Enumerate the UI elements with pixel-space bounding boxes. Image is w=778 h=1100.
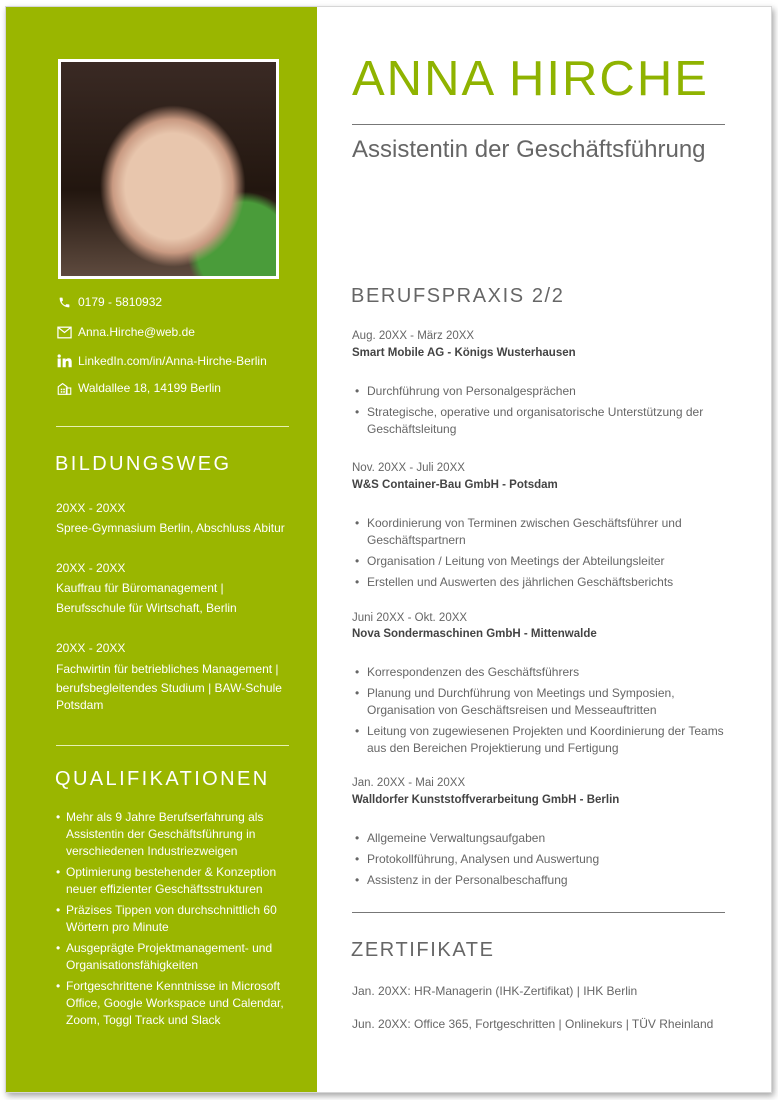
job-period: Jan. 20XX - Mai 20XX xyxy=(352,777,466,789)
contact-phone xyxy=(56,294,162,310)
education-line: Fachwirtin für betriebliches Management | xyxy=(56,662,279,676)
job-task-list xyxy=(352,515,732,595)
job-task-list xyxy=(352,383,732,442)
education-heading: BILDUNGSWEG xyxy=(55,453,232,475)
resume-page xyxy=(5,6,772,1093)
building-icon xyxy=(56,380,72,396)
cert-divider xyxy=(352,912,725,913)
qualification-item: • Ausgeprägte Projektmanagement- und Organisationsfähigkeiten xyxy=(56,940,306,974)
certificate-item: Jan. 20XX: HR-Managerin (IHK-Zertifikat) | IHK Berlin xyxy=(352,984,638,998)
qualification-item: • Präzises Tippen von durchschnittlich 60 Wörtern pro Minute xyxy=(56,902,306,936)
job-task: • Strategische, operative und organisatorische Unterstützung der Geschäftsleitung xyxy=(352,404,732,438)
job-task-list xyxy=(352,830,732,893)
job-task: • Erstellen und Auswerten des jährlichen Geschäftsberichts xyxy=(352,574,732,591)
profile-photo xyxy=(58,59,279,279)
qualification-item: • Optimierung bestehender & Konzeption neuer effizienter Geschäftsstrukturen xyxy=(56,864,306,898)
education-period: 20XX - 20XX xyxy=(56,501,126,515)
linkedin-icon xyxy=(56,353,72,369)
main-content xyxy=(317,7,771,1092)
job-task: • Leitung von zugewiesenen Projekten und Koordinierung der Teams aus den Bereichen Projektierung und Fertigung xyxy=(352,723,732,757)
job-company: W&S Container-Bau GmbH - Potsdam xyxy=(352,479,558,491)
qualification-item: • Mehr als 9 Jahre Berufserfahrung als Assistentin der Geschäftsführung in verschiedenen Industriezweigen xyxy=(56,809,306,860)
education-period: 20XX - 20XX xyxy=(56,641,126,655)
experience-heading: BERUFSPRAXIS 2/2 xyxy=(351,285,565,307)
job-task: • Koordinierung von Terminen zwischen Geschäftsführer und Geschäftspartnern xyxy=(352,515,732,549)
job-period: Juni 20XX - Okt. 20XX xyxy=(352,612,468,624)
email-link[interactable]: Anna.Hirche@web.de xyxy=(78,325,195,339)
job-task: • Planung und Durchführung von Meetings und Symposien, Organisation von Geschäftsreisen und Messeauftritten xyxy=(352,685,732,719)
job-task: • Assistenz in der Personalbeschaffung xyxy=(352,872,732,889)
address-text: Waldallee 18, 14199 Berlin xyxy=(78,381,221,395)
sidebar-divider xyxy=(56,745,289,746)
education-line: Berufsschule für Wirtschaft, Berlin xyxy=(56,601,237,615)
email-icon xyxy=(56,324,72,340)
job-period: Aug. 20XX - März 20XX xyxy=(352,330,475,342)
qualifications-heading: QUALIFIKATIONEN xyxy=(55,768,270,790)
job-task: • Protokollführung, Analysen und Auswertung xyxy=(352,851,732,868)
job-task: • Durchführung von Personalgesprächen xyxy=(352,383,732,400)
job-company: Walldorfer Kunststoffverarbeitung GmbH - Berlin xyxy=(352,794,620,806)
job-task: • Korrespondenzen des Geschäftsführers xyxy=(352,664,732,681)
education-entry xyxy=(56,498,301,538)
linkedin-link[interactable]: LinkedIn.com/in/Anna-Hirche-Berlin xyxy=(78,354,267,368)
education-line: Potsdam xyxy=(56,698,104,712)
education-entry xyxy=(56,639,301,713)
title-divider xyxy=(352,124,725,125)
certificates-heading: ZERTIFIKATE xyxy=(351,939,495,961)
phone-icon xyxy=(56,294,72,310)
job-task: • Organisation / Leitung von Meetings der Abteilungsleiter xyxy=(352,553,732,570)
phone-text: 0179 - 5810932 xyxy=(78,295,163,309)
education-entry xyxy=(56,558,301,618)
qualification-item: • Fortgeschrittene Kenntnisse in Microsoft Office, Google Workspace und Calendar, Zoom, Toggl Track und Slack xyxy=(56,978,306,1029)
job-company: Nova Sondermaschinen GmbH - Mittenwalde xyxy=(352,628,597,640)
sidebar-divider xyxy=(56,426,289,427)
education-period: 20XX - 20XX xyxy=(56,561,126,575)
job-title: Assistentin der Geschäftsführung xyxy=(352,136,706,163)
job-task: • Allgemeine Verwaltungsaufgaben xyxy=(352,830,732,847)
job-company: Smart Mobile AG - Königs Wusterhausen xyxy=(352,347,576,359)
candidate-name: ANNA HIRCHE xyxy=(352,52,709,106)
education-line: berufsbegleitendes Studium | BAW-Schule xyxy=(56,681,282,695)
job-task-list xyxy=(352,664,732,761)
job-period: Nov. 20XX - Juli 20XX xyxy=(352,462,465,474)
education-line: Kauffrau für Büromanagement | xyxy=(56,581,224,595)
contact-email xyxy=(56,324,195,340)
qualifications-list xyxy=(56,809,306,1033)
certificate-item: Jun. 20XX: Office 365, Fortgeschritten | Onlinekurs | TÜV Rheinland xyxy=(352,1017,714,1031)
sidebar xyxy=(6,7,317,1092)
education-line: Spree-Gymnasium Berlin, Abschluss Abitur xyxy=(56,521,285,535)
contact-linkedin xyxy=(56,353,267,369)
contact-address xyxy=(56,380,221,396)
